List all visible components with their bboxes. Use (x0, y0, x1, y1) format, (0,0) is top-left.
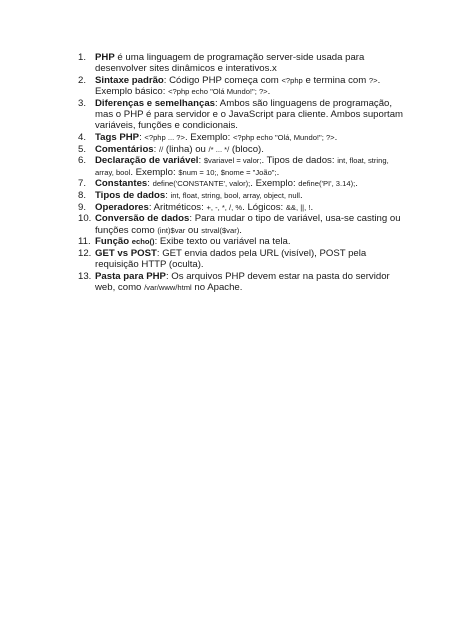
item-code: // (158, 144, 164, 154)
list-item (78, 271, 408, 293)
list-item-number: 12. (78, 247, 92, 259)
item-code: echo() (131, 237, 155, 247)
item-text: : Aritméticos: (148, 201, 207, 213)
item-text: . Exemplo básico: (95, 74, 381, 98)
item-code: strval($var) (201, 225, 240, 235)
list-item (78, 75, 408, 97)
list-item-number: 4. (78, 131, 87, 143)
item-term: Tags PHP (95, 131, 140, 143)
item-term: Conversão de dados (95, 213, 190, 225)
item-code: <?php echo "Olá Mundo!"; ?> (168, 87, 268, 97)
item-text: e termina com (302, 74, 369, 86)
item-term: Diferenças e semelhanças (95, 97, 215, 109)
list-item-number: 11. (78, 236, 91, 248)
item-text: : GET envia dados pela URL (visível), POST pela requisição HTTP (oculta). (95, 247, 367, 271)
list-item-number: 2. (78, 74, 87, 86)
item-text: : Exibe texto ou variável na tela. (154, 236, 291, 248)
item-text: . Exemplo: (184, 131, 233, 143)
list-item (78, 155, 408, 177)
item-code: <?php ... ?> (144, 132, 185, 142)
item-code: ?> (368, 75, 378, 85)
item-text: . Lógicos: (242, 201, 286, 213)
item-code: $variavel = valor; (203, 156, 262, 166)
item-term: Função (95, 236, 132, 248)
list-item-number: 9. (78, 201, 87, 213)
item-text: (linha) ou (163, 143, 209, 155)
item-text: : Ambos são linguagens de programação, mas o PHP é para servidor e o JavaScript para cliente. Ambos suportam variáveis, funções e condicionais. (95, 97, 404, 132)
item-text: : (198, 155, 204, 167)
list-item-number: 1. (78, 52, 87, 63)
item-code: /var/www/html (144, 283, 192, 293)
item-code: int, float, string, array, bool (95, 156, 389, 177)
item-text: . (355, 178, 358, 190)
item-text: . Exemplo: (130, 166, 179, 178)
item-code: +, -, *, /, % (206, 202, 243, 212)
list-item-number: 8. (78, 189, 87, 201)
item-text: : Para mudar o tipo de variável, usa-se casting ou funções como (95, 213, 401, 236)
item-term: Pasta para PHP (95, 270, 166, 282)
list-item-number: 7. (78, 178, 87, 190)
list-item-number: 3. (78, 97, 87, 109)
list-item (78, 248, 408, 270)
item-term: Declaração de variável (95, 155, 199, 167)
item-text: no Apache. (191, 282, 243, 294)
list-item (78, 98, 408, 132)
item-term: Constantes (95, 178, 148, 190)
list-item (78, 213, 408, 235)
list-item-number: 6. (78, 155, 87, 167)
item-text: . Tipos de dados: (261, 155, 338, 167)
item-code: &&, ||, ! (285, 202, 311, 212)
item-text: . Exemplo: (250, 178, 299, 190)
item-text: : (139, 131, 145, 143)
item-text: . (239, 224, 242, 236)
item-code: define('CONSTANTE', valor); (152, 179, 251, 189)
item-text: : Os arquivos PHP devem estar na pasta do servidor web, como (95, 270, 390, 294)
item-code: <?php echo "Olá, Mundo!"; ?> (232, 132, 335, 142)
item-text: (bloco). (229, 143, 264, 155)
item-code: (int)$var (157, 225, 186, 235)
item-text: : (165, 189, 171, 201)
item-text: : (147, 178, 153, 190)
item-code: <?php (281, 75, 303, 85)
list-item (78, 144, 408, 155)
item-term: PHP (95, 52, 115, 63)
list-item-number: 5. (78, 143, 87, 155)
item-code: /* ... */ (208, 144, 230, 154)
item-code: $num = 10;, $nome = "João"; (178, 167, 277, 177)
item-term: Operadores (95, 201, 149, 213)
item-text: : (153, 143, 159, 155)
list-item-number: 10. (78, 213, 92, 225)
item-code: define('PI', 3.14); (298, 179, 356, 189)
item-text: . (310, 201, 314, 213)
numbered-list (78, 52, 408, 294)
list-item-number: 13. (78, 270, 92, 282)
item-text: . (276, 166, 280, 178)
item-term: Comentários (95, 143, 154, 155)
item-term: Sintaxe padrão (95, 74, 164, 86)
list-item (78, 236, 408, 247)
list-item (78, 202, 408, 213)
list-item (78, 178, 408, 189)
item-code: int, float, string, bool, array, object, null (170, 190, 300, 200)
item-term: GET vs POST (95, 247, 157, 259)
item-text: . (299, 189, 303, 201)
item-text: ou (185, 224, 202, 236)
item-text: . (267, 86, 271, 98)
item-text: : Código PHP começa com (163, 74, 282, 86)
list-item (78, 132, 408, 143)
item-term: Tipos de dados (95, 189, 166, 201)
list-item (78, 190, 408, 201)
item-text: é uma linguagem de programação server-side usada para desenvolver sites dinâmicos e interativos.x (95, 52, 365, 75)
item-text: . (334, 131, 338, 143)
list-item (78, 52, 408, 74)
